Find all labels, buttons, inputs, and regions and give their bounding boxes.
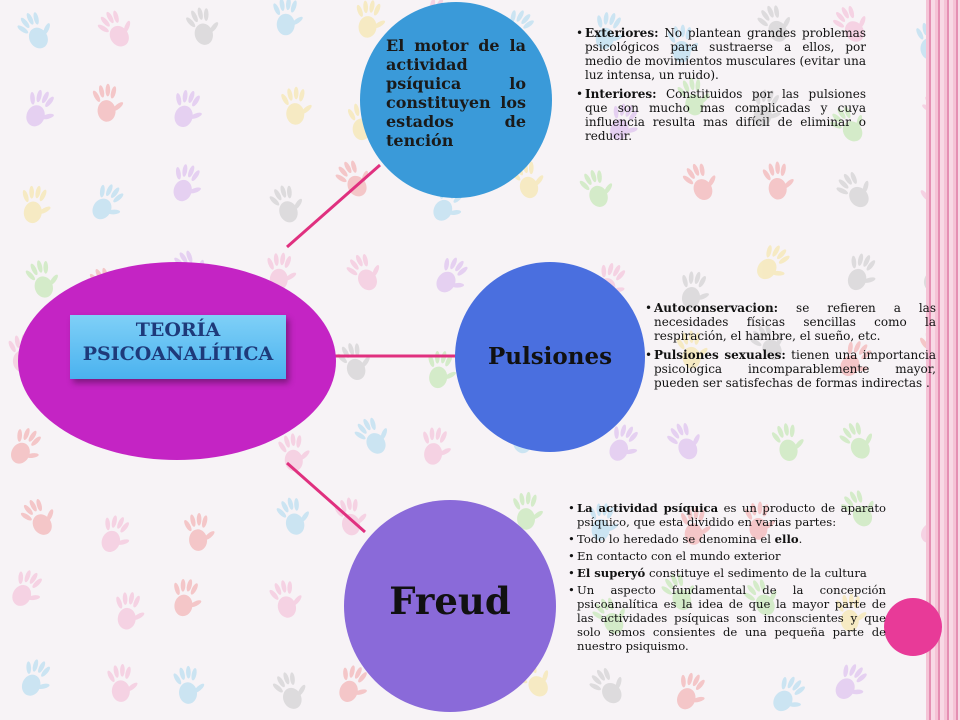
main-title-text: TEORÍA PSICOANALÍTICA [82, 319, 274, 365]
bullet-term: Pulsiones sexuales: [654, 348, 786, 362]
list-item [568, 549, 886, 563]
list-item [568, 501, 886, 529]
bullet-term: Exteriores: [585, 26, 659, 40]
motor-node-text: El motor de la actividad psíquica lo constituyen los estados de tención [386, 36, 526, 150]
bullet-pre: Todo lo heredado se denomina el [577, 532, 775, 546]
bullet-text: . [798, 532, 803, 546]
list-item [645, 348, 936, 390]
freud-bullet-list [568, 501, 886, 656]
bullet-text: se refieren a las necesidades físicas sencillas como la respiración, el hambre, el sueño, etc. [654, 301, 936, 343]
bullet-text: En contacto con el mundo exterior [577, 549, 781, 563]
pulsiones-node-text: Pulsiones [487, 343, 613, 370]
accent-circle [884, 598, 942, 656]
bullet-term: ello [774, 532, 799, 546]
main-title [70, 315, 286, 379]
list-item [568, 566, 886, 580]
connector-freud [287, 463, 365, 532]
bullet-term: Autoconservacion: [654, 301, 779, 315]
bullet-term: La actividad psíquica [577, 501, 719, 515]
connector-motor [287, 165, 380, 247]
bullet-term: El superyó [577, 566, 646, 580]
bullet-text: Un aspecto fundamental de la concepción psicoanalítica es la idea de que la mayor parte de las actividades psíquicas son inconscientes y que solo somos consientes de una pequeña parte de nuestro psiquismo. [577, 583, 886, 653]
list-item [568, 532, 886, 546]
bullet-text: tienen una importancia psicológica incomparablemente mayor, pueden ser satisfechas de formas indirectas . [654, 348, 936, 390]
freud-node-text: Freud [389, 579, 511, 623]
list-item [576, 87, 866, 143]
bullet-text: es un producto de aparato psíquico, que esta dividido en varias partes: [577, 501, 887, 529]
bullet-text: constituye el sedimento de la cultura [645, 566, 867, 580]
list-item [576, 26, 866, 82]
list-item [645, 301, 936, 343]
bullet-text: No plantean grandes problemas psicológicos para sustraerse a ellos, por medio de movimientos musculares (evitar una luz intensa, un ruido). [585, 26, 866, 82]
motor-bullet-list [576, 26, 866, 148]
list-item [568, 583, 886, 653]
bullet-term: Interiores: [585, 87, 657, 101]
bullet-text: Constituidos por las pulsiones que son mucho mas complicadas y cuya influencia resulta mas difícil de eliminar o reducir. [585, 87, 866, 143]
pulsiones-bullet-list [645, 301, 936, 395]
